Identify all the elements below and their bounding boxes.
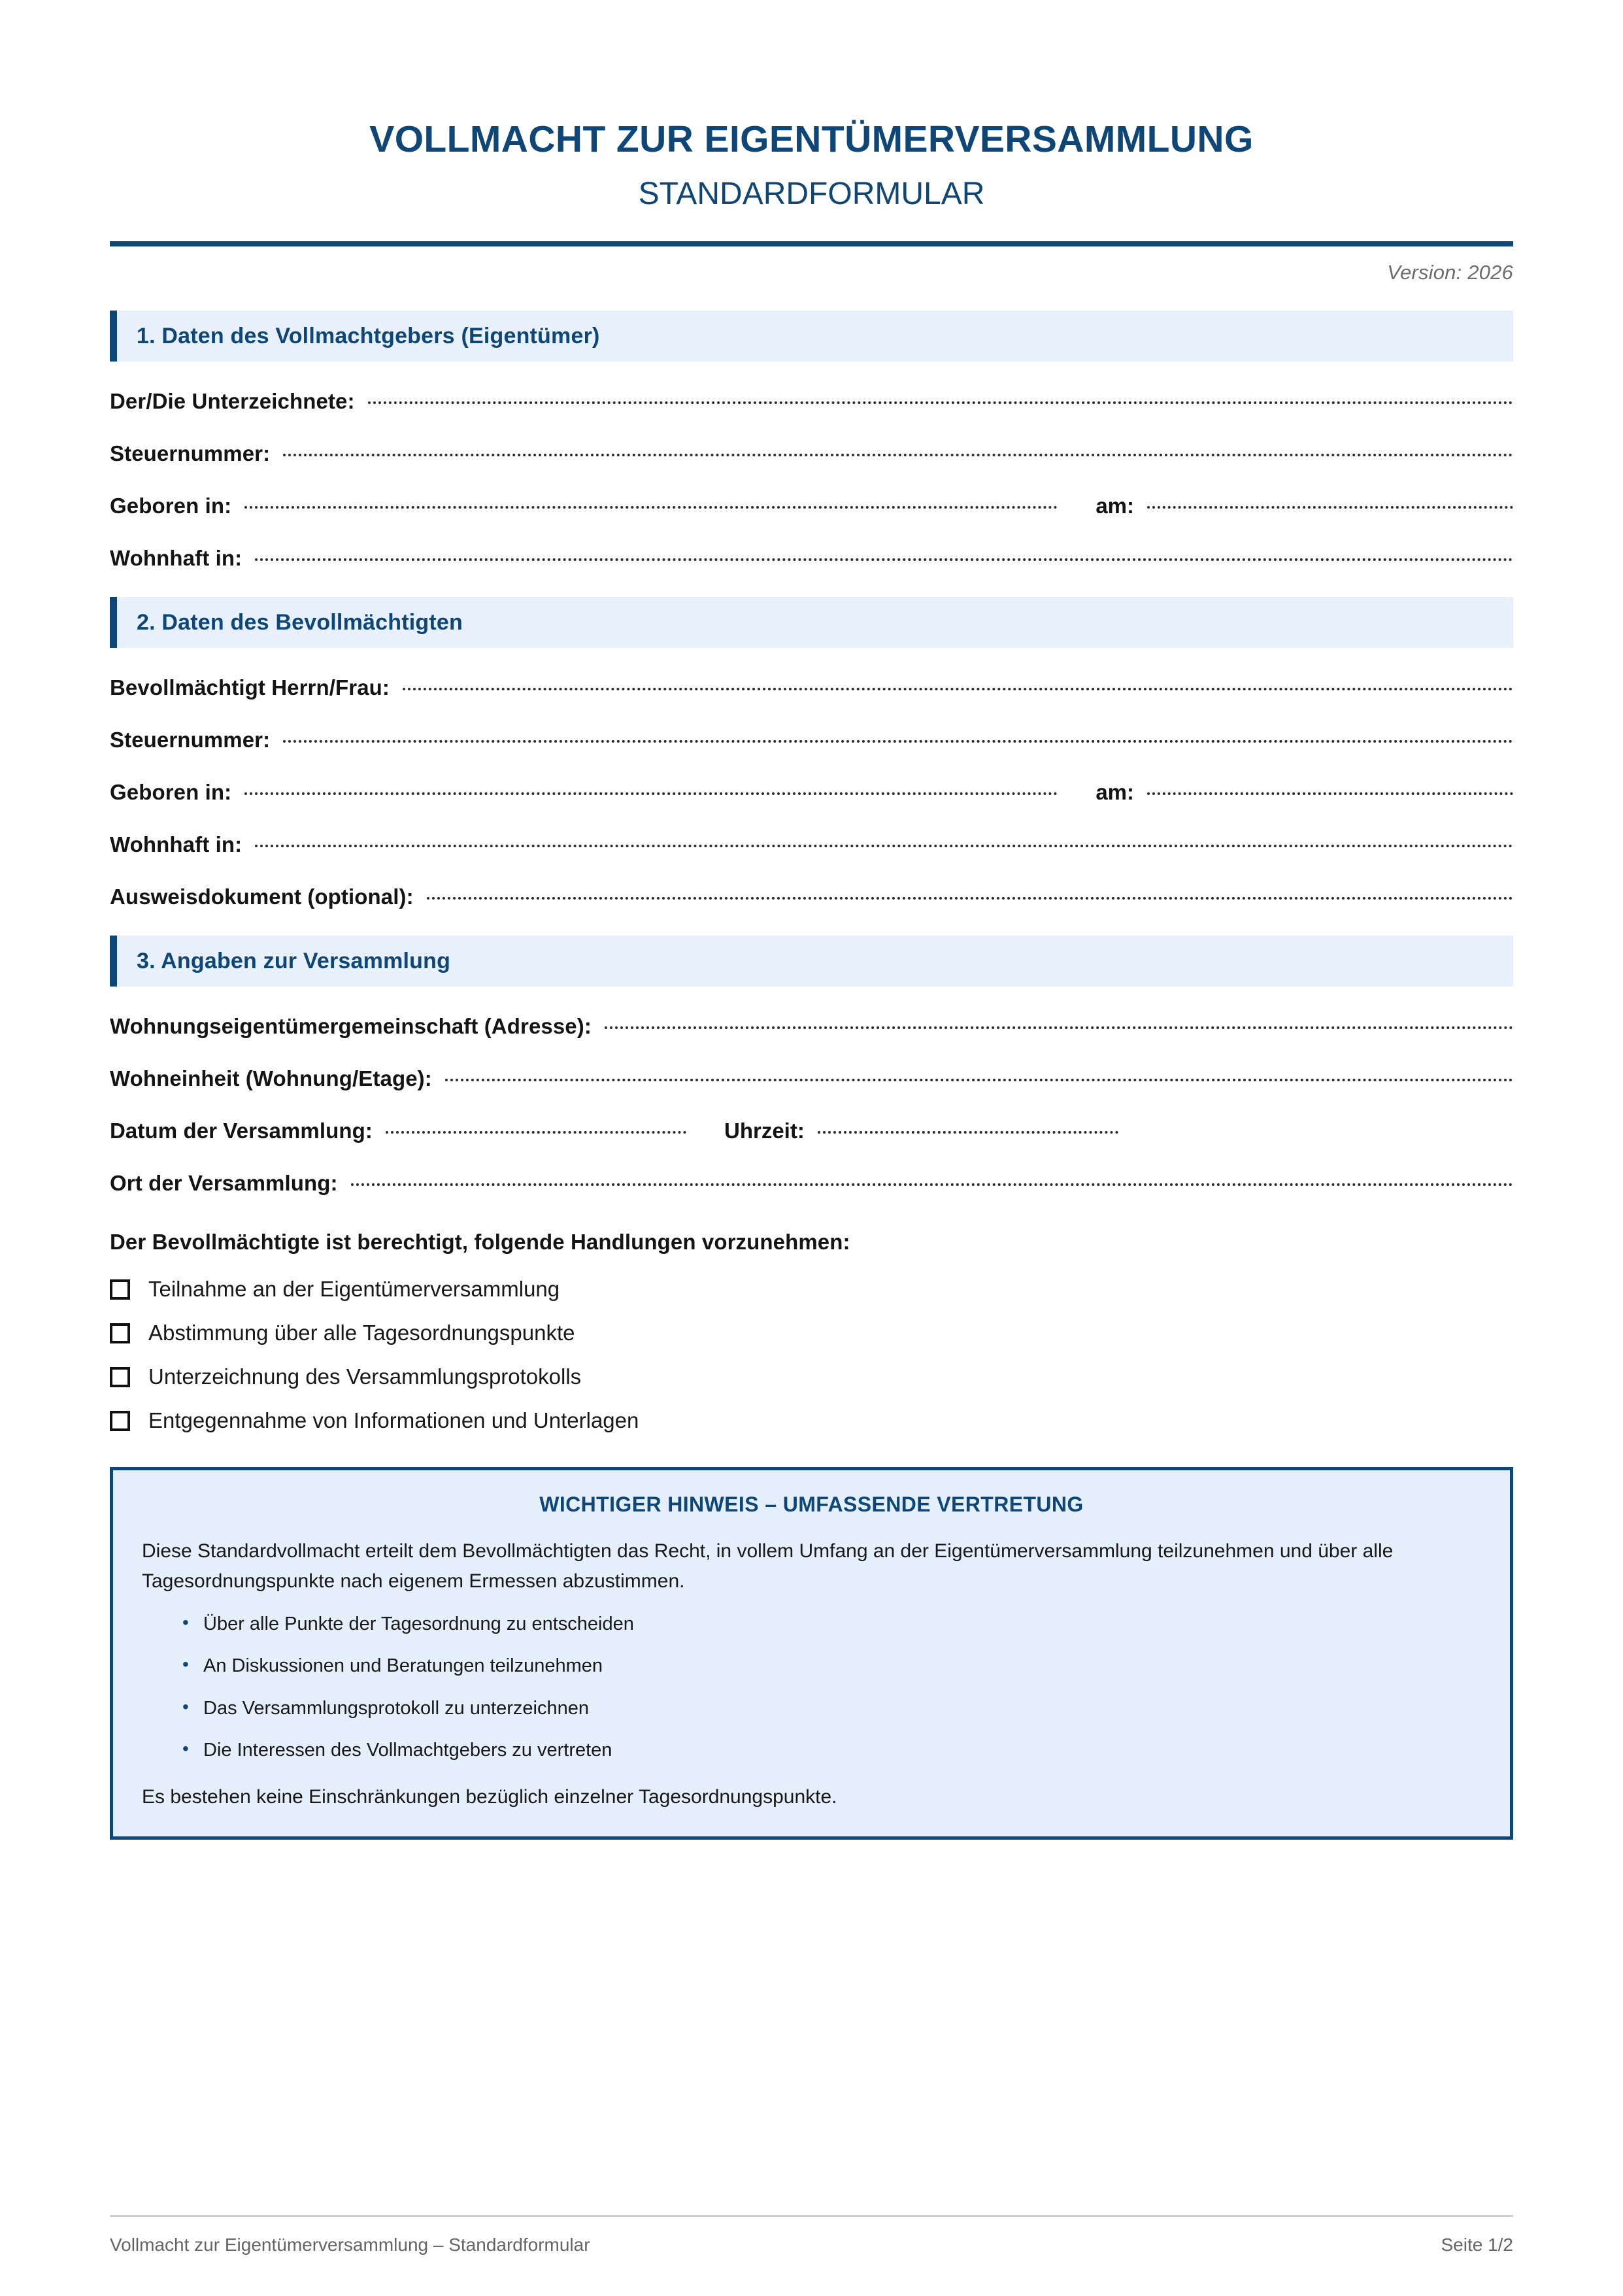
field-label-wohnhaft-1: Wohnhaft in: xyxy=(110,546,243,571)
field-label-geboren-in-2: Geboren in: xyxy=(110,780,232,805)
field-input-unterzeichnete[interactable] xyxy=(368,401,1513,404)
field-row-datum-uhrzeit xyxy=(110,1119,1513,1143)
footer-page-number: Seite 1/2 xyxy=(1441,2235,1513,2255)
checkbox-item-unterzeichnung[interactable] xyxy=(110,1364,1513,1389)
field-label-wohnhaft-2: Wohnhaft in: xyxy=(110,832,243,857)
section-accent-bar xyxy=(110,936,117,987)
field-row-steuernummer-1 xyxy=(110,441,1513,466)
page-footer xyxy=(110,2215,1513,2255)
field-input-weg-adresse[interactable] xyxy=(605,1026,1513,1029)
field-input-steuernummer-1[interactable] xyxy=(283,454,1513,456)
notice-bullet-item: • An Diskussionen und Beratungen teilzunehmen xyxy=(182,1652,1481,1681)
notice-bullet-item: • Das Versammlungsprotokoll zu unterzeichnen xyxy=(182,1695,1481,1723)
checkbox-icon[interactable] xyxy=(110,1367,130,1387)
field-input-datum[interactable] xyxy=(386,1131,686,1134)
section-header-1 xyxy=(110,311,1513,362)
section-title-2: 2. Daten des Bevollmächtigten xyxy=(137,609,463,635)
footer-document-name: Vollmacht zur Eigentümerversammlung – Standardformular xyxy=(110,2235,590,2255)
field-input-wohnhaft-1[interactable] xyxy=(255,558,1513,561)
field-row-wohnhaft-2 xyxy=(110,832,1513,857)
checkbox-label-teilnahme: Teilnahme an der Eigentümerversammlung xyxy=(148,1277,560,1302)
field-row-geboren-2 xyxy=(110,780,1513,805)
field-label-geboren-am-1: am: xyxy=(1096,494,1134,518)
checkbox-icon[interactable] xyxy=(110,1411,130,1431)
field-input-wohneinheit[interactable] xyxy=(445,1079,1513,1081)
checkbox-item-teilnahme[interactable] xyxy=(110,1277,1513,1302)
header-divider xyxy=(110,241,1513,246)
permissions-checkbox-list xyxy=(110,1277,1513,1433)
checkbox-label-unterzeichnung: Unterzeichnung des Versammlungsprotokolls xyxy=(148,1364,582,1389)
field-row-weg-adresse xyxy=(110,1014,1513,1039)
section-title-3: 3. Angaben zur Versammlung xyxy=(137,948,451,973)
field-label-steuernummer-1: Steuernummer: xyxy=(110,441,271,466)
field-label-uhrzeit: Uhrzeit: xyxy=(724,1119,805,1143)
notice-intro-text: Diese Standardvollmacht erteilt dem Bevollmächtigten das Recht, in vollem Umfang an der Eigentümerversammlung teilzunehmen und über alle Tagesordnungspunkte nach eigenem Ermessen abzustimmen. xyxy=(142,1540,1394,1593)
field-row-wohnhaft-1 xyxy=(110,546,1513,571)
permissions-prompt: Der Bevollmächtigte ist berechtigt, folgende Handlungen vorzunehmen: xyxy=(110,1230,850,1255)
field-input-geboren-am-2[interactable] xyxy=(1147,792,1513,795)
field-input-geboren-in-1[interactable] xyxy=(244,506,1058,509)
page-title: VOLLMACHT ZUR EIGENTÜMERVERSAMMLUNG xyxy=(369,118,1254,160)
section-title-1: 1. Daten des Vollmachtgebers (Eigentümer) xyxy=(137,323,600,348)
notice-bullet-item: • Über alle Punkte der Tagesordnung zu entscheiden xyxy=(182,1610,1481,1639)
field-row-ort xyxy=(110,1171,1513,1196)
checkbox-label-abstimmung: Abstimmung über alle Tagesordnungspunkte xyxy=(148,1321,575,1345)
version-label: Version: 2026 xyxy=(1387,261,1513,284)
checkbox-icon[interactable] xyxy=(110,1323,130,1343)
footer-row xyxy=(110,2217,1513,2255)
field-input-wohnhaft-2[interactable] xyxy=(255,845,1513,847)
checkbox-item-entgegennahme[interactable] xyxy=(110,1408,1513,1433)
page-subtitle: STANDARDFORMULAR xyxy=(638,176,985,211)
section-header-2 xyxy=(110,597,1513,648)
field-input-steuernummer-2[interactable] xyxy=(283,740,1513,743)
section-accent-bar xyxy=(110,311,117,362)
field-input-geboren-in-2[interactable] xyxy=(244,792,1058,795)
important-notice-box xyxy=(110,1467,1513,1839)
field-input-ausweisdokument[interactable] xyxy=(427,897,1513,900)
field-label-ort: Ort der Versammlung: xyxy=(110,1171,338,1196)
notice-title: WICHTIGER HINWEIS – UMFASSENDE VERTRETUNG xyxy=(539,1493,1084,1517)
field-row-wohneinheit xyxy=(110,1066,1513,1091)
section-accent-bar xyxy=(110,597,117,648)
section-header-3 xyxy=(110,936,1513,987)
field-row-ausweisdokument xyxy=(110,885,1513,909)
field-label-wohneinheit: Wohneinheit (Wohnung/Etage): xyxy=(110,1066,432,1091)
notice-bullet-item: • Die Interessen des Vollmachtgebers zu vertreten xyxy=(182,1736,1481,1765)
field-input-geboren-am-1[interactable] xyxy=(1147,506,1513,509)
field-label-ausweisdokument: Ausweisdokument (optional): xyxy=(110,885,414,909)
notice-bullet-list xyxy=(142,1610,1481,1765)
field-row-geboren-1 xyxy=(110,494,1513,518)
field-label-weg-adresse: Wohnungseigentümergemeinschaft (Adresse): xyxy=(110,1014,592,1039)
field-label-unterzeichnete: Der/Die Unterzeichnete: xyxy=(110,389,355,414)
field-label-geboren-am-2: am: xyxy=(1096,780,1134,805)
field-input-bevollmaechtigt[interactable] xyxy=(403,688,1513,690)
field-row-steuernummer-2 xyxy=(110,728,1513,752)
notice-closing-text: Es bestehen keine Einschränkungen bezüglich einzelner Tagesordnungspunkte. xyxy=(142,1785,837,1808)
checkbox-item-abstimmung[interactable] xyxy=(110,1321,1513,1345)
field-row-bevollmaechtigt xyxy=(110,675,1513,700)
field-input-uhrzeit[interactable] xyxy=(818,1131,1118,1134)
field-row-unterzeichnete xyxy=(110,389,1513,414)
field-label-bevollmaechtigt: Bevollmächtigt Herrn/Frau: xyxy=(110,675,390,700)
field-label-steuernummer-2: Steuernummer: xyxy=(110,728,271,752)
field-label-geboren-in-1: Geboren in: xyxy=(110,494,232,518)
checkbox-label-entgegennahme: Entgegennahme von Informationen und Unterlagen xyxy=(148,1408,639,1433)
field-label-datum: Datum der Versammlung: xyxy=(110,1119,373,1143)
field-input-ort[interactable] xyxy=(351,1183,1513,1186)
checkbox-icon[interactable] xyxy=(110,1279,130,1300)
